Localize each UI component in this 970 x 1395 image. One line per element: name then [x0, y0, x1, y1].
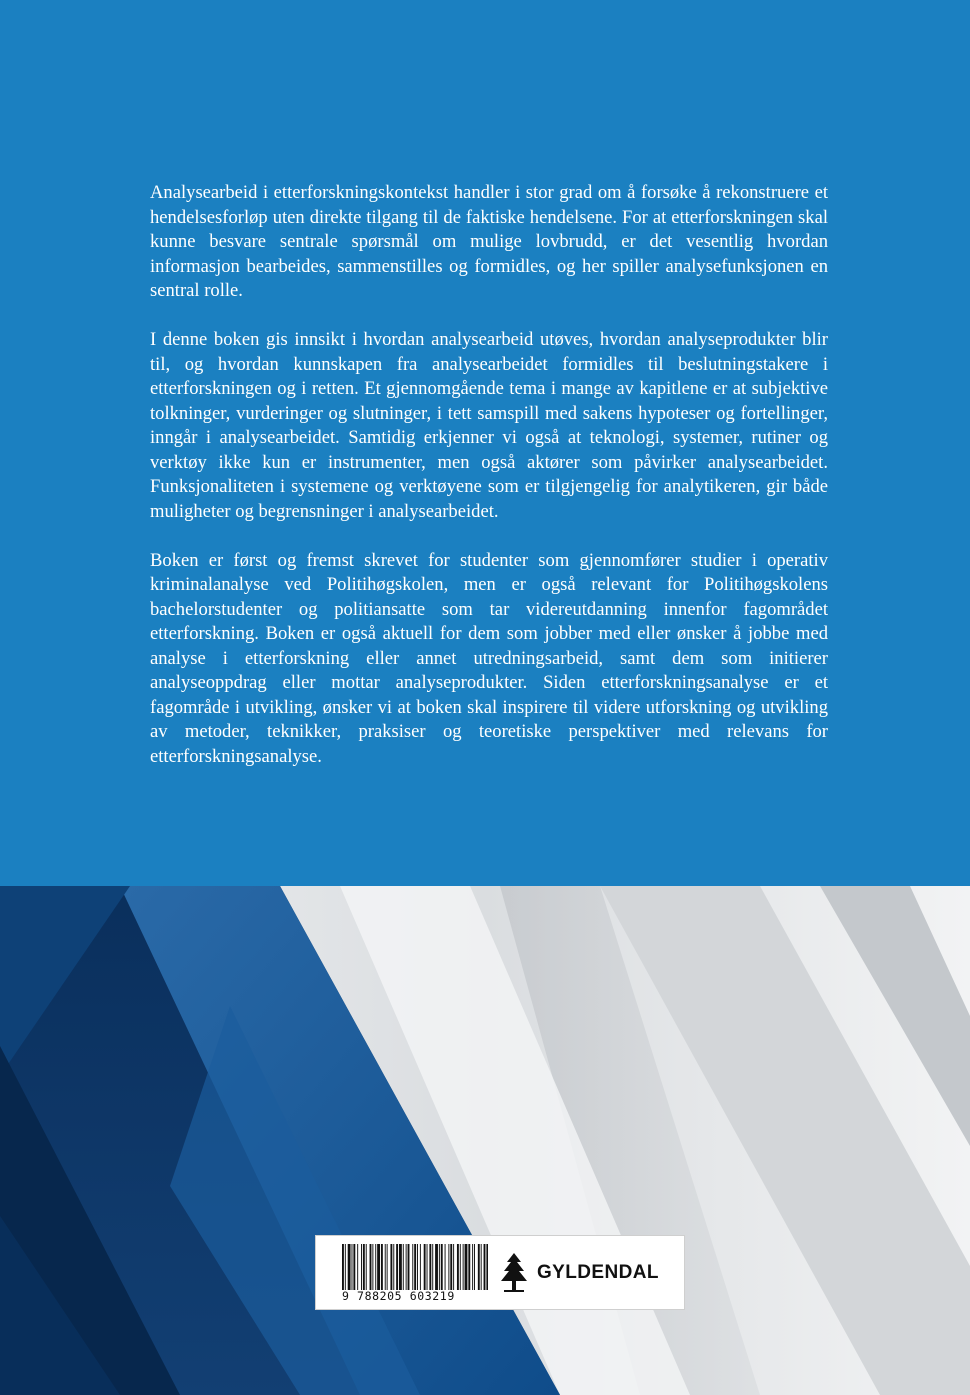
barcode-bar [387, 1244, 388, 1290]
barcode-bar [393, 1244, 394, 1290]
barcode-bar [353, 1244, 355, 1290]
barcode-bar [408, 1244, 410, 1290]
barcode-bar [375, 1244, 376, 1290]
publisher-name: GYLDENDAL [537, 1262, 659, 1283]
geometric-pattern [0, 886, 970, 1395]
barcode-bar [385, 1244, 386, 1290]
barcode-bar [348, 1244, 351, 1290]
tree-icon [499, 1253, 529, 1293]
barcode-bar [342, 1244, 344, 1290]
barcode-bar [435, 1244, 438, 1290]
barcode-bar [448, 1244, 449, 1290]
barcode-bar [465, 1244, 468, 1290]
barcode-bar [441, 1244, 443, 1290]
barcode-bar [432, 1244, 433, 1290]
barcode-bar [472, 1244, 473, 1290]
barcode-bar [399, 1244, 402, 1290]
barcode-bar [457, 1244, 459, 1290]
barcode-bar [366, 1244, 367, 1290]
barcode-bar [381, 1244, 383, 1290]
barcode-bar [406, 1244, 407, 1290]
barcode-bar [463, 1244, 464, 1290]
isbn-barcode [342, 1244, 488, 1290]
barcode-bar [424, 1244, 426, 1290]
barcode-bar [352, 1244, 353, 1290]
barcode-bar [486, 1244, 488, 1290]
barcode-bar [460, 1244, 461, 1290]
back-cover-blurb [150, 181, 828, 794]
barcode-bar [396, 1244, 398, 1290]
barcode-bar [468, 1244, 470, 1290]
barcode-bar [478, 1244, 480, 1290]
blurb-paragraph-1: Analysearbeid i etterforskningskontekst handler i stor grad om å forsøke å rekonstruere et hendelsesforløp uten direkte tilgang til de faktiske hendelsene. For at etterforskningen skal kunne besvare sentrale spørsmål om mulige lovbrudd, er det vesentlig hvordan informasjon bearbeides, sammenstilles og formidles, og her spiller analysefunksjonen en sentral rolle. [150, 182, 828, 301]
barcode-bar [484, 1244, 486, 1290]
barcode-bar [403, 1244, 404, 1290]
barcode-bar [439, 1244, 440, 1290]
geometric-pattern-panel [0, 886, 970, 1395]
barcode-bar [481, 1244, 482, 1290]
publisher-logo [499, 1250, 679, 1296]
barcode-bar [427, 1244, 428, 1290]
barcode-bar [361, 1244, 362, 1290]
barcode-bar [345, 1244, 346, 1290]
barcode-bar [445, 1244, 446, 1290]
blurb-paragraph-2: I denne boken gis innsikt i hvordan analysearbeid utøves, hvordan analyseprodukter blir til, og hvordan kunnskapen fra analysearbeidet formidles til beslutningstakere i etterforskningen og i retten. Et gjennomgående tema i mange av kapitlene er at subjektive tolkninger, vurderinger og slutninger, i tett samspill med sakens hypoteser og fortellinger, inngår i analysearbeidet. Samtidig erkjenner vi også at teknologi, systemer, rutiner og verktøy ikke kun er instrumenter, men også aktører som påvirker analysearbeidet. Funksjonaliteten i systemene og verktøyene som er tilgjengelig for analytikeren, gir både muligheter og begrensninger i analysearbeidet. [150, 329, 828, 522]
barcode-bar [372, 1244, 373, 1290]
barcode-bar [429, 1244, 431, 1290]
barcode-bar [390, 1244, 392, 1290]
blurb-paragraph-3: Boken er først og fremst skrevet for studenter som gjennomfører studier i operativ kriminalanalyse ved Politihøgskolen, men er også relevant for Politihøgskolens bachelorstudenter og politiansatte som tar videreutdanning innenfor fagområdet etterforskning. Boken er også aktuell for dem som jobber med eller ønsker å jobbe med analyse i etterforskning eller annet utredningsarbeid, samt dem som initierer analyseoppdrag eller mottar analyseprodukter. Siden etterforskningsanalyse er et fagområde i utvikling, ønsker vi at boken skal inspirere til videre utforskning og utvikling av metoder, teknikker, praksiser og teoretiske perspektiver med relevans for etterforskningsanalyse. [150, 549, 828, 767]
barcode-label [315, 1235, 685, 1310]
barcode-bar [357, 1244, 358, 1290]
isbn-number: 9 788205 603219 [342, 1289, 455, 1303]
barcode-bar [377, 1244, 380, 1290]
barcode-bar [474, 1244, 475, 1290]
barcode-bar [414, 1244, 416, 1290]
barcode-bar [417, 1244, 418, 1290]
barcode-bar [453, 1244, 454, 1290]
barcode-bar [363, 1244, 365, 1290]
barcode-bar [370, 1244, 372, 1290]
barcode-bar [412, 1244, 413, 1290]
barcode-bar [450, 1244, 452, 1290]
barcode-bar [420, 1244, 421, 1290]
